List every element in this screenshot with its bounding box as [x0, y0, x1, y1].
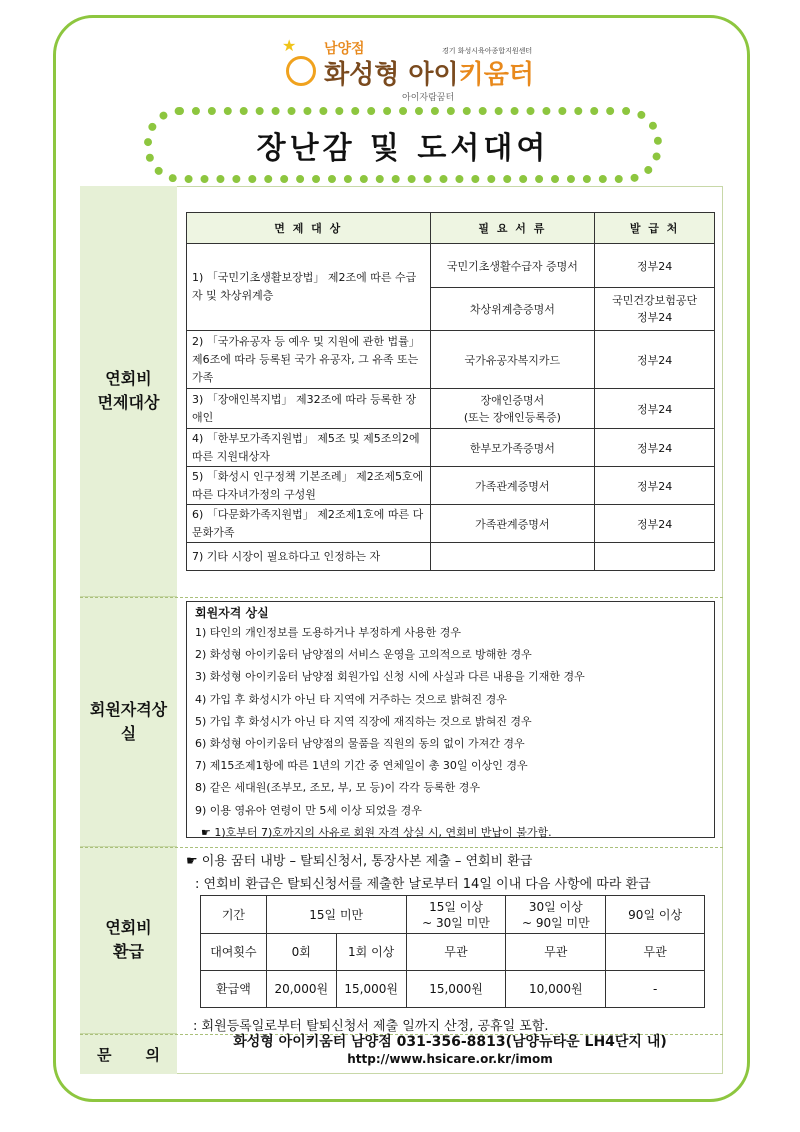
- loss-item: 5) 가입 후 화성시가 아닌 타 지역 직장에 재직하는 것으로 밝혀진 경우: [195, 714, 532, 728]
- table-row: 2) 「국가유공자 등 예우 및 지원에 관한 법률」 제6조에 따라 등록된 국가 유공자, 그 유족 또는 가족 국가유공자복지카드 정부24: [187, 331, 715, 389]
- partner-label: 경기 화성시육아종합지원센터: [442, 47, 533, 55]
- table-row: 6) 「다문화가족지원법」 제2조제1호에 따른 다문화가족 가족관계증명서 정부24: [187, 505, 715, 543]
- contact-info: [177, 1033, 723, 1067]
- divider: [80, 847, 723, 848]
- page-title: 장난감 및 도서대여: [256, 131, 550, 166]
- exemption-table: [186, 212, 715, 571]
- refund-procedure: ☛ 이용 꿈터 내방 – 탈퇴신청서, 통장사본 제출 – 연회비 환급: [186, 854, 533, 869]
- table-header-row: 기간 15일 미만 15일 이상 ~ 30일 미만 30일 이상 ~ 90일 미만 90일 이상: [201, 896, 705, 934]
- contact-url[interactable]: http://www.hsicare.or.kr/imom: [347, 1052, 553, 1066]
- section-label-loss: 회원자격상 실: [80, 597, 177, 847]
- contact-phone: 화성형 아이키움터 남양점 031-356-8813(남양뉴타운 LH4단지 내): [233, 1034, 667, 1050]
- title-box: [144, 107, 662, 183]
- section-label-refund: 연회비 환급: [80, 847, 177, 1034]
- star-icon: ★: [282, 36, 297, 55]
- table-row: 차상위계층증명서 국민건강보험공단 정부24: [187, 288, 715, 331]
- loss-item: 2) 화성형 아이키움터 남양점의 서비스 운영을 고의적으로 방해한 경우: [195, 648, 532, 662]
- table-row: 환급액 20,000원 15,000원 15,000원 10,000원 -: [201, 971, 705, 1008]
- loss-note: ☛ 1)호부터 7)호까지의 사유로 회원 자격 상실 시, 연회비 반납이 불가함.: [201, 825, 552, 839]
- divider: [80, 597, 723, 598]
- header-document: 필 요 서 류: [430, 213, 595, 244]
- table-row: 대여횟수 0회 1회 이상 무관 무관 무관: [201, 934, 705, 971]
- loss-item: 8) 같은 세대원(조부모, 조모, 부, 모 등)이 각각 등록한 경우: [195, 781, 480, 795]
- smile-face-icon: [286, 56, 316, 86]
- header-target: 면 제 대 상: [187, 213, 431, 244]
- header-issuer: 발 급 처: [595, 213, 715, 244]
- loss-heading: 회원자격 상실: [195, 606, 269, 620]
- logo-brand: 화성형 아이키움터: [324, 60, 534, 90]
- refund-table: [200, 895, 705, 1008]
- section-label-exemption: 연회비 면제대상: [80, 186, 177, 597]
- loss-item: 3) 화성형 아이키움터 남양점 회원가입 신청 시에 사실과 다른 내용을 기재한 경우: [195, 670, 585, 684]
- refund-rule: : 연회비 환급은 탈퇴신청서를 제출한 날로부터 14일 이내 다음 사항에 따라 환급: [195, 877, 651, 892]
- table-row: 4) 「한부모가족지원법」 제5조 및 제5조의2에 따른 지원대상자 한부모가족증명서 정부24: [187, 429, 715, 467]
- membership-loss-box: [186, 601, 715, 838]
- table-row: 7) 기타 시장이 필요하다고 인정하는 자: [187, 543, 715, 571]
- logo-tagline: 아이자람꿈터: [402, 93, 455, 103]
- logo-branch: 남양점: [324, 41, 365, 57]
- table-row: 1) 「국민기초생활보장법」 제2조에 따른 수급자 및 차상위계층 국민기초생활수급자 증명서 정부24: [187, 244, 715, 288]
- refund-note: : 회원등록일로부터 탈퇴신청서 제출 일까지 산정, 공휴일 포함.: [193, 1019, 549, 1034]
- loss-item: 6) 화성형 아이키움터 남양점의 물품을 직원의 동의 없이 가져간 경우: [195, 737, 525, 751]
- loss-item: 4) 가입 후 화성시가 아닌 타 지역에 거주하는 것으로 밝혀진 경우: [195, 692, 507, 706]
- loss-item: 9) 이용 영유아 연령이 만 5세 이상 되었을 경우: [195, 803, 422, 817]
- loss-item: 7) 제15조제1항에 따른 1년의 기간 중 연체일이 총 30일 이상인 경우: [195, 759, 528, 773]
- loss-item: 1) 타인의 개인정보를 도용하거나 부정하게 사용한 경우: [195, 626, 462, 639]
- table-row: 5) 「화성시 인구정책 기본조례」 제2조제5호에 따른 다자녀가정의 구성원 가족관계증명서 정부24: [187, 467, 715, 505]
- table-header-row: [187, 213, 715, 244]
- section-label-contact: 문 의: [80, 1034, 177, 1074]
- table-row: 3) 「장애인복지법」 제32조에 따라 등록한 장애인 장애인증명서 (또는 장애인등록증) 정부24: [187, 389, 715, 429]
